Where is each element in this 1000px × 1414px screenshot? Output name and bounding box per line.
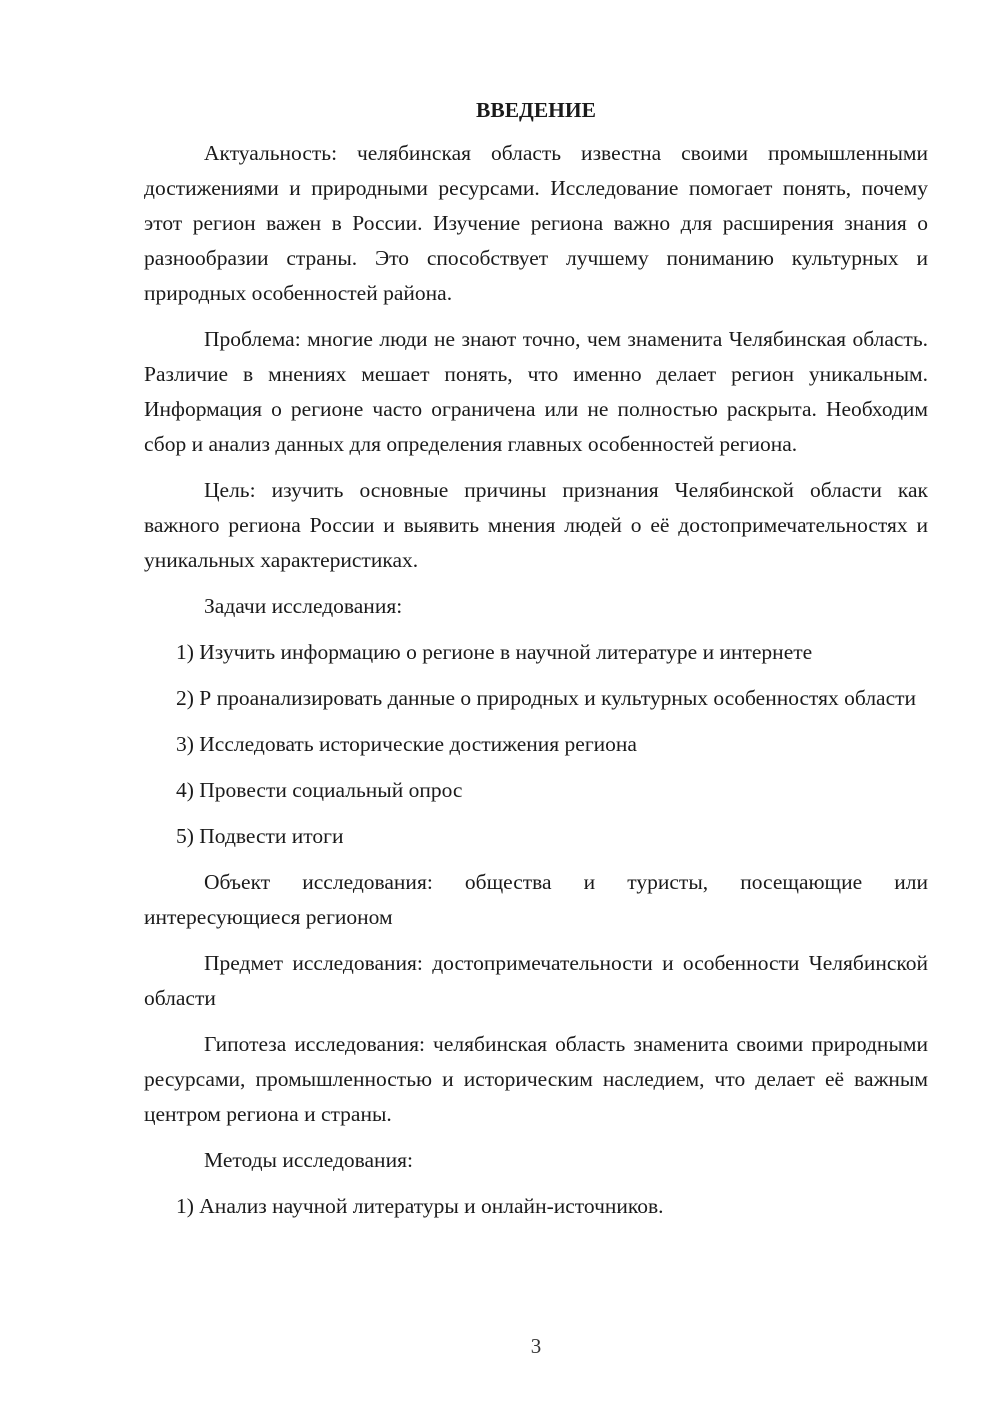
paragraph-goal: Цель: изучить основные причины признания Челябинской области как важного региона России и выявить мнения людей о её достопримечательностях и уникальных характеристиках. bbox=[144, 478, 928, 572]
task-item-5: 5) Подвести итоги bbox=[176, 824, 344, 848]
document-page bbox=[144, 90, 928, 1235]
paragraph-relevance: Актуальность: челябинская область известна своими промышленными достижениями и природными ресурсами. Исследование помогает понять, почему этот регион важен в России. Изучение региона важно для расширения знания о разнообразии страны. Это способствует лучшему пониманию культурных и природных особенностей района. bbox=[144, 141, 928, 305]
paragraph-problem: Проблема: многие люди не знают точно, чем знаменита Челябинская область. Различие в мнениях мешает понять, что именно делает регион уникальным. Информация о регионе часто ограничена или не полностью раскрыта. Необходим сбор и анализ данных для определения главных особенностей региона. bbox=[144, 327, 928, 456]
tasks-heading: Задачи исследования: bbox=[204, 594, 403, 618]
task-item-2: 2) Р проанализировать данные о природных и культурных особенностях области bbox=[176, 686, 917, 710]
paragraph-object: Объект исследования: общества и туристы, посещающие или интересующиеся регионом bbox=[144, 870, 928, 929]
task-item-1: 1) Изучить информацию о регионе в научной литературе и интернете bbox=[176, 640, 813, 664]
page-number: 3 bbox=[530, 1334, 542, 1358]
paragraph-subject: Предмет исследования: достопримечательности и особенности Челябинской области bbox=[144, 951, 928, 1010]
methods-heading: Методы исследования: bbox=[204, 1148, 413, 1172]
method-item-1: 1) Анализ научной литературы и онлайн-источников. bbox=[176, 1194, 664, 1218]
task-item-3: 3) Исследовать исторические достижения региона bbox=[176, 732, 637, 756]
task-item-4: 4) Провести социальный опрос bbox=[176, 778, 463, 802]
document-title: ВВЕДЕНИЕ bbox=[476, 98, 596, 122]
paragraph-hypothesis: Гипотеза исследования: челябинская область знаменита своими природными ресурсами, промышленностью и историческим наследием, что делает её важным центром региона и страны. bbox=[144, 1032, 928, 1126]
